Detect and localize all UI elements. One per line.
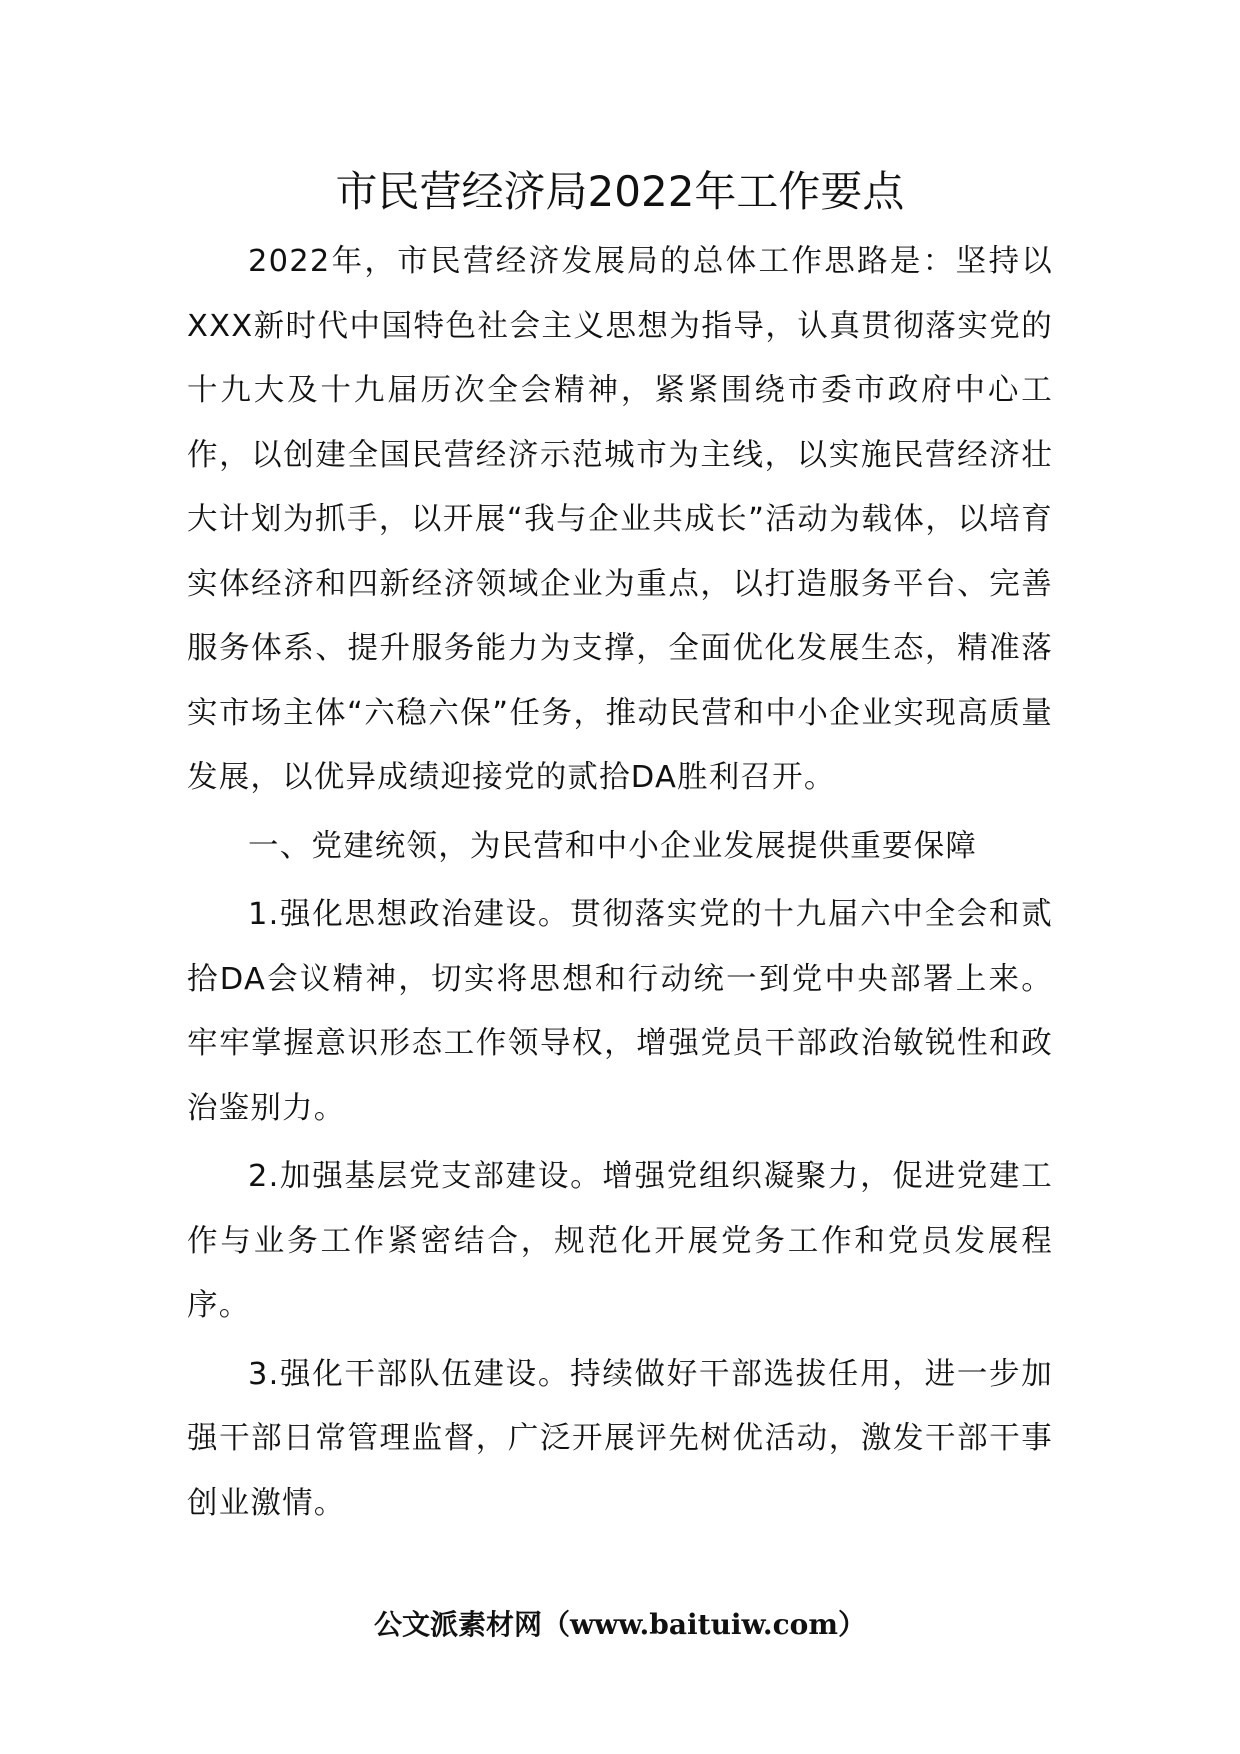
footer-watermark: 公文派素材网（www.baituiw.com） [374, 1608, 866, 1641]
document-title: 市民营经济局2022年工作要点 [335, 167, 905, 216]
item-paragraph-1: 1.强化思想政治建设。贯彻落实党的十九届六中全会和贰拾DA会议精神，切实将思想和行动统一到党中央部署上来。牢牢掌握意识形态工作领导权，增强党员干部政治敏锐性和政治鉴别力。 [187, 897, 1053, 1126]
section-heading-1: 一、党建统领，为民营和中小企业发展提供重要保障 [248, 828, 978, 864]
intro-paragraph: 2022年，市民营经济发展局的总体工作思路是：坚持以XXX新时代中国特色社会主义思想为指导，认真贯彻落实党的十九大及十九届历次全会精神，紧紧围绕市委市政府中心工作，以创建全国民营经济示范城市为主线，以实施民营经济壮大计划为抓手，以开展“我与企业共成长”活动为载体，以培育实体经济和四新经济领域企业为重点，以打造服务平台、完善服务体系、提升服务能力为支撑，全面优化发展生态，精准落实市场主体“六稳六保”任务，推动民营和中小企业实现高质量发展，以优异成绩迎接党的贰拾DA胜利召开。 [187, 244, 1053, 795]
item-paragraph-2: 2.加强基层党支部建设。增强党组织凝聚力，促进党建工作与业务工作紧密结合，规范化开展党务工作和党员发展程序。 [187, 1159, 1053, 1323]
item-paragraph-3: 3.强化干部队伍建设。持续做好干部选拔任用，进一步加强干部日常管理监督，广泛开展评先树优活动，激发干部干事创业激情。 [187, 1356, 1053, 1521]
document-body [187, 230, 1053, 1536]
